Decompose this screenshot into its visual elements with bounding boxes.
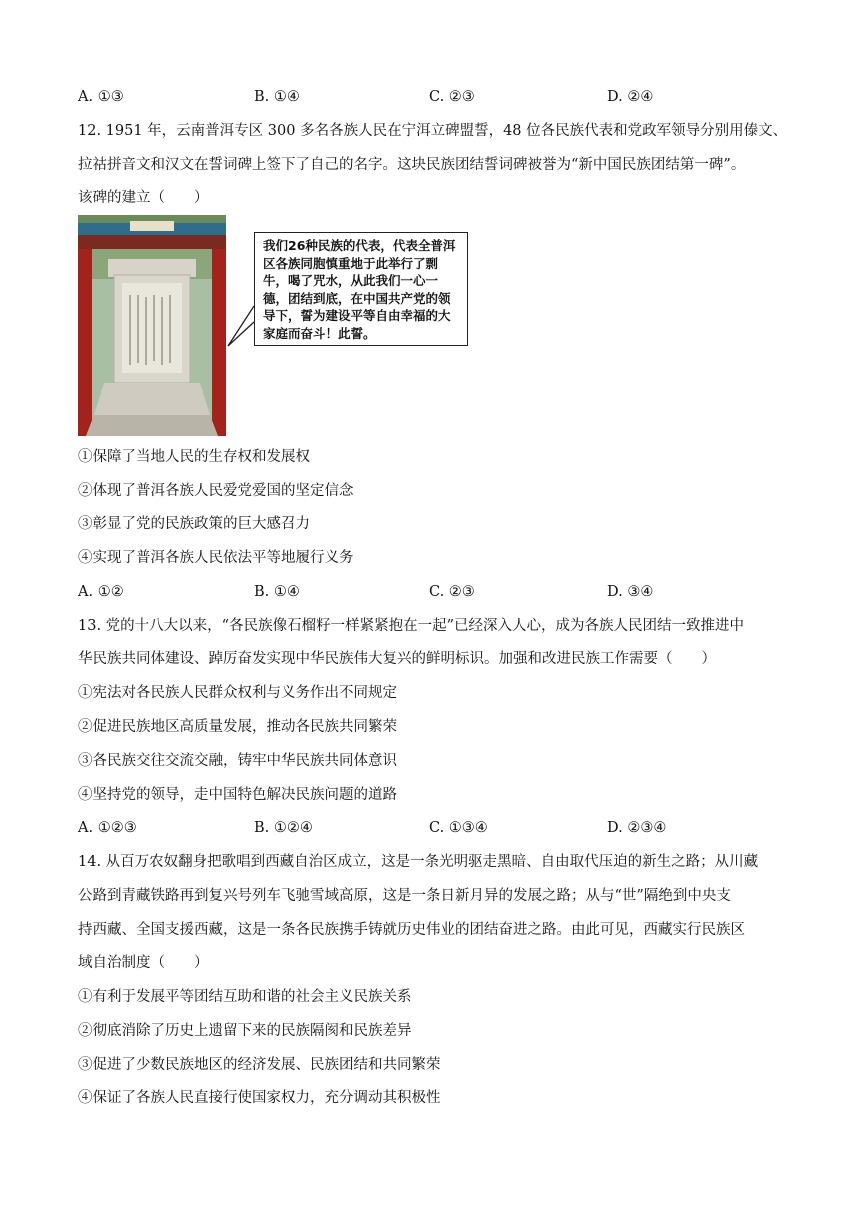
q13-statement-4: ④坚持党的领导，走中国特色解决民族问题的道路 <box>78 787 397 803</box>
q12-stem-line-2: 拉祜拼音文和汉文在誓词碑上签下了自己的名字。这块民族团结誓词碑被誉为“新中国民族团结第一碑”。 <box>78 157 746 173</box>
option-b: B. ①④ <box>254 89 300 105</box>
oath-monument-photo <box>78 215 226 436</box>
option-c: C. ①③④ <box>429 820 488 836</box>
q14-stem-line-2: 公路到青藏铁路再到复兴号列车飞驰雪域高原，这是一条日新月异的发展之路；从与“世”隔绝到中央支 <box>78 888 731 904</box>
q14-stem-line-1: 14. 从百万农奴翻身把歌唱到西藏自治区成立，这是一条光明驱走黑暗、自由取代压迫的新生之路；从川藏 <box>78 854 759 870</box>
option-d: D. ②③④ <box>607 820 667 836</box>
q14-statement-1: ①有利于发展平等团结互助和谐的社会主义民族关系 <box>78 989 412 1005</box>
q12-stem-line-1: 12. 1951 年，云南普洱专区 300 多名各族人民在宁洱立碑盟誓，48 位各民族代表和党政军领导分别用傣文、 <box>78 123 788 139</box>
q13-statement-1: ①宪法对各民族人民群众权利与义务作出不同规定 <box>78 685 397 701</box>
q12-statement-2: ②体现了普洱各族人民爱党爱国的坚定信念 <box>78 483 354 499</box>
q13-stem-line-2: 华民族共同体建设、踔厉奋发实现中华民族伟大复兴的鲜明标识。加强和改进民族工作需要（ ） <box>78 651 716 667</box>
q14-statement-4: ④保证了各族人民直接行使国家权力，充分调动其积极性 <box>78 1090 441 1106</box>
option-c: C. ②③ <box>429 89 475 105</box>
option-b: B. ①②④ <box>254 820 313 836</box>
oath-text: 我们26种民族的代表，代表全普洱区各族同胞慎重地于此举行了剽牛，喝了咒水，从此我们一心一德，团结到底，在中国共产党的领导下，誓为建设平等自由幸福的大家庭而奋斗！此誓。 <box>263 238 456 341</box>
oath-speech-bubble <box>254 232 468 346</box>
q14-stem-line-4: 域自治制度（ ） <box>78 955 209 971</box>
speech-bubble-tail <box>226 300 256 350</box>
q14-stem-line-3: 持西藏、全国支援西藏，这是一条各民族携手铸就历史伟业的团结奋进之路。由此可见，西藏实行民族区 <box>78 922 745 938</box>
q12-statement-1: ①保障了当地人民的生存权和发展权 <box>78 449 310 465</box>
q12-statement-4: ④实现了普洱各族人民依法平等地履行义务 <box>78 550 354 566</box>
option-b: B. ①④ <box>254 584 300 600</box>
q12-statement-3: ③彰显了党的民族政策的巨大感召力 <box>78 516 310 532</box>
q14-statement-3: ③促进了少数民族地区的经济发展、民族团结和共同繁荣 <box>78 1057 441 1073</box>
option-a: A. ①③ <box>78 89 124 105</box>
q11-options <box>78 87 778 107</box>
option-c: C. ②③ <box>429 584 475 600</box>
q14-statement-2: ②彻底消除了历史上遗留下来的民族隔阂和民族差异 <box>78 1023 412 1039</box>
q13-stem-line-1: 13. 党的十八大以来，“各民族像石榴籽一样紧紧抱在一起”已经深入人心，成为各族人民团结一致推进中 <box>78 618 744 634</box>
option-d: D. ②④ <box>607 89 654 105</box>
q13-statement-3: ③各民族交往交流交融，铸牢中华民族共同体意识 <box>78 753 397 769</box>
q12-stem-line-3: 该碑的建立（ ） <box>78 190 209 206</box>
option-a: A. ①②③ <box>78 820 137 836</box>
option-a: A. ①② <box>78 584 124 600</box>
q13-statement-2: ②促进民族地区高质量发展，推动各民族共同繁荣 <box>78 719 397 735</box>
q12-options <box>78 582 778 602</box>
option-d: D. ③④ <box>607 584 654 600</box>
q13-options <box>78 818 778 838</box>
